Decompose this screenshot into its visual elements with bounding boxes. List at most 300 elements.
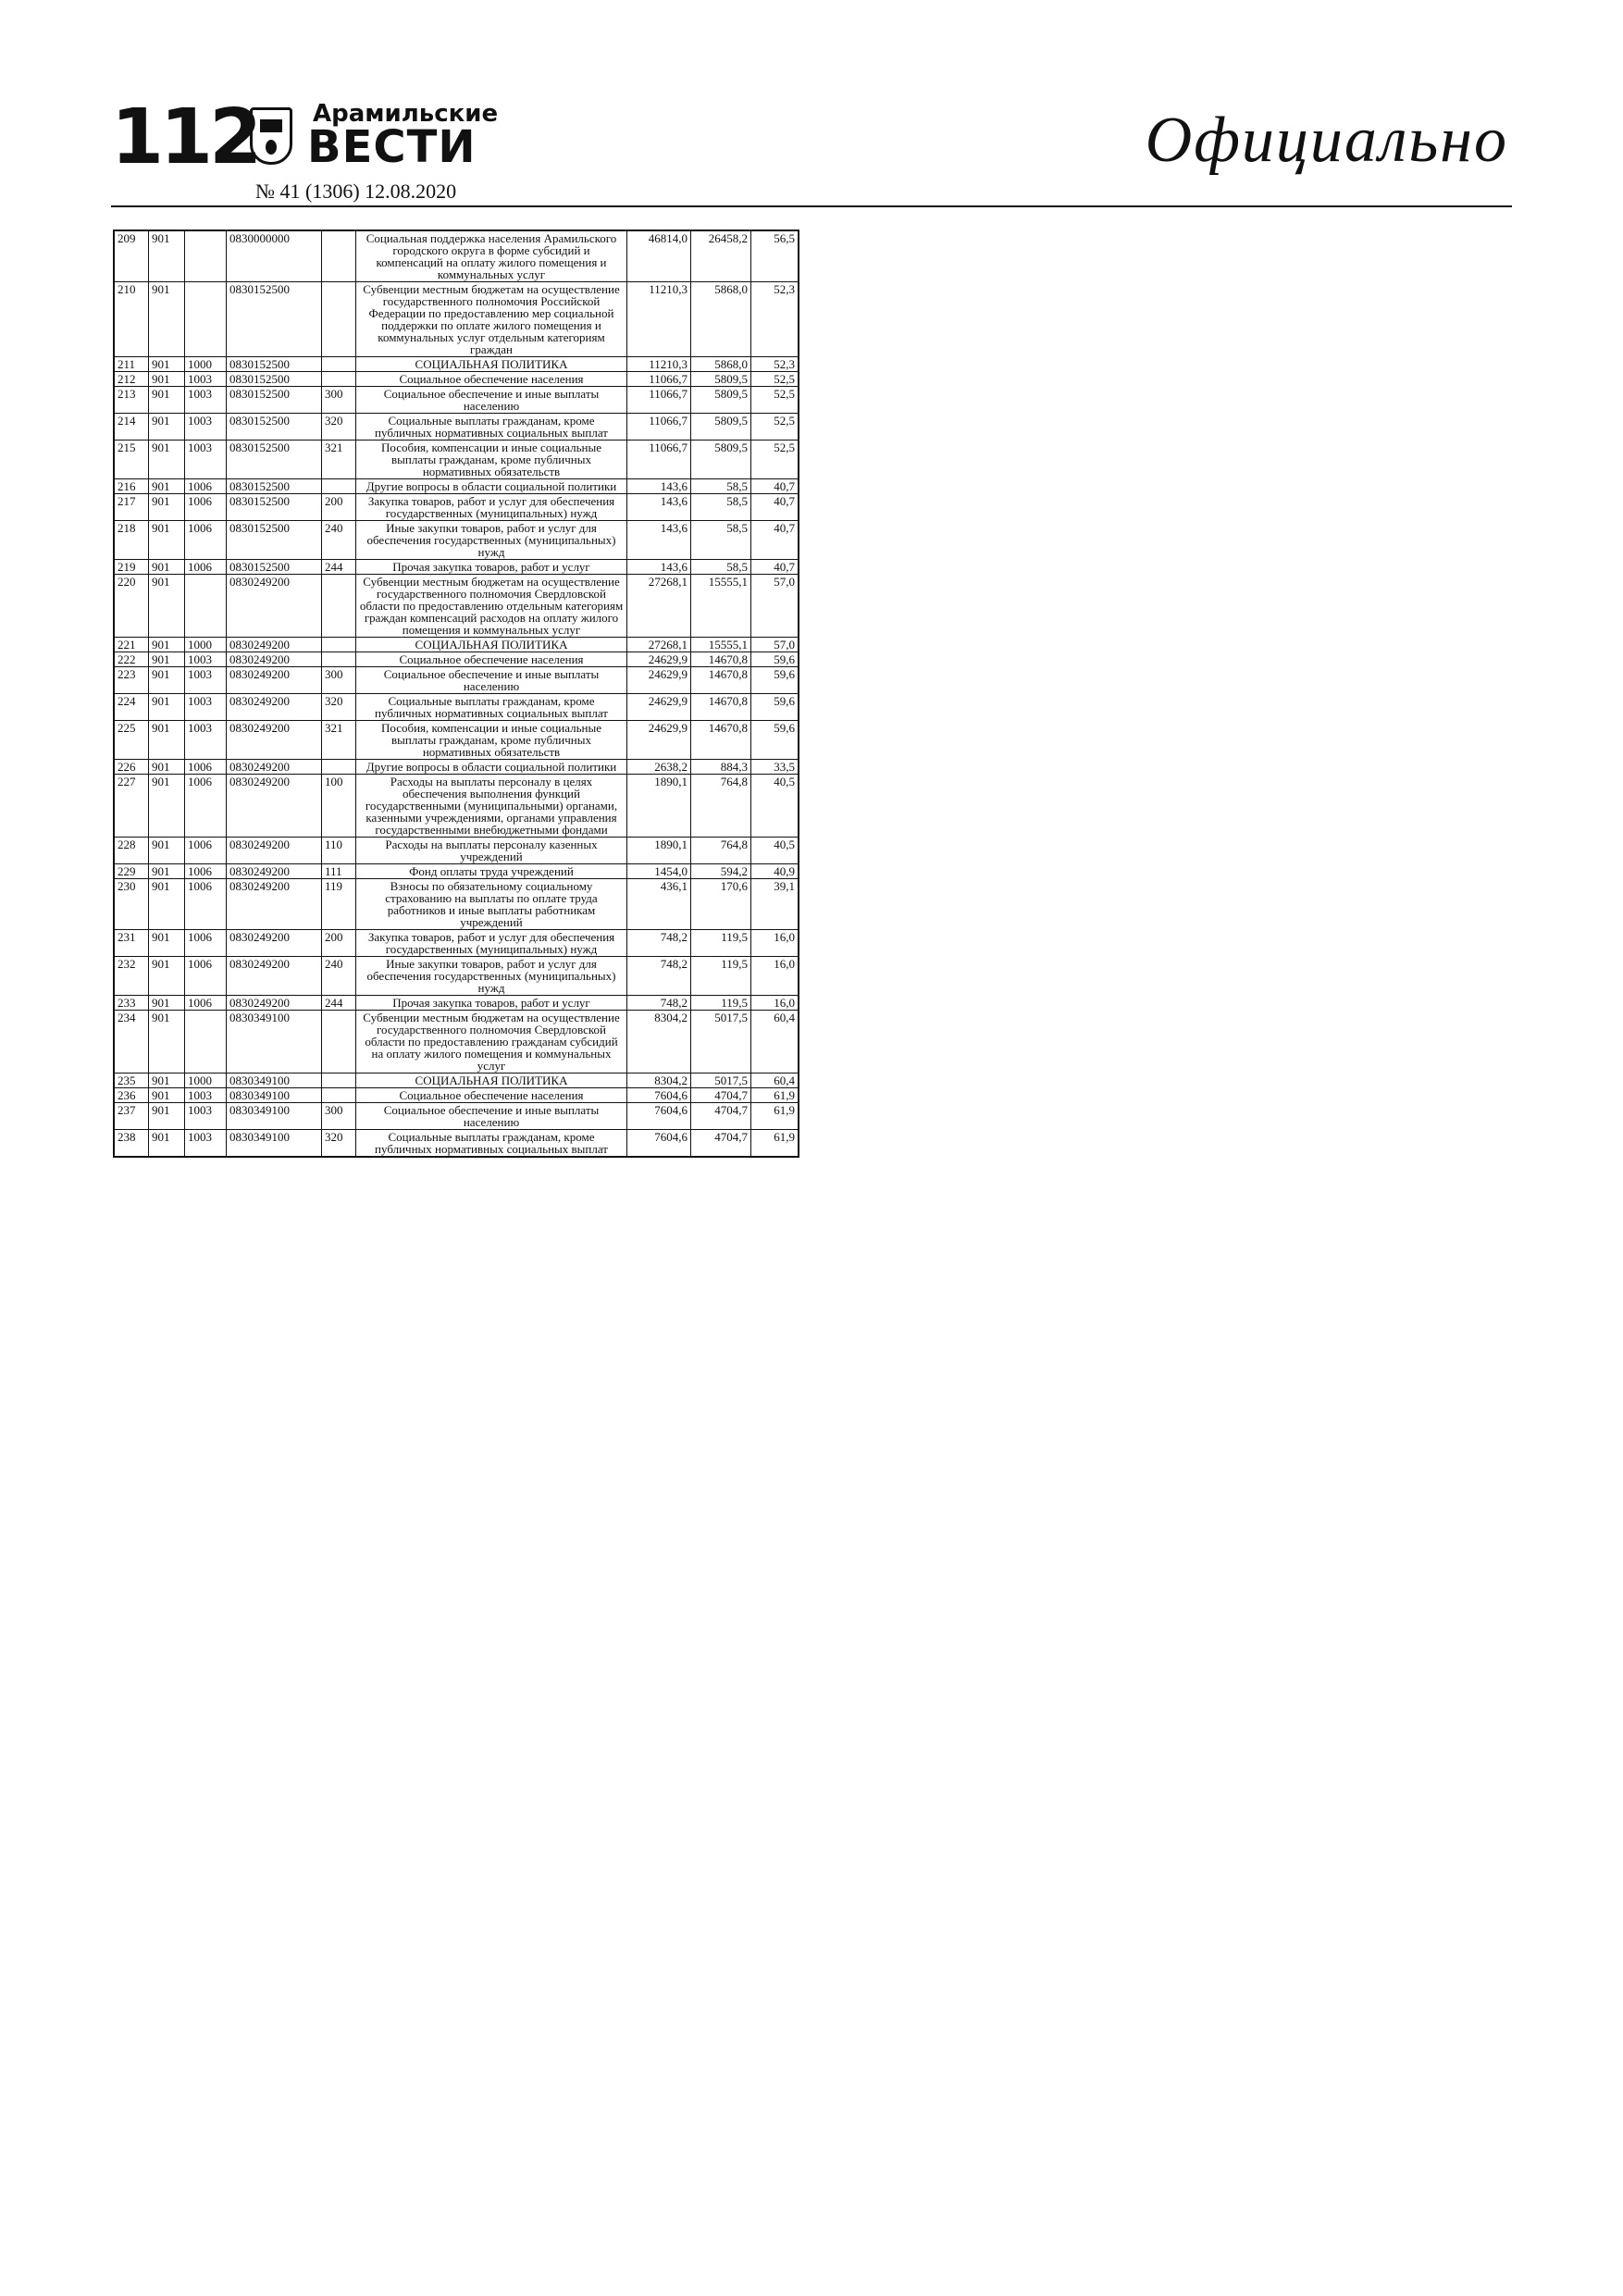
cell-rz: 1006 (185, 775, 227, 838)
cell-pct: 40,7 (751, 560, 799, 575)
cell-name: Субвенции местным бюджетам на осуществление государственного полномочия Свердловской области по предоставлению гражданам субсидий на оплату жилого помещения и коммунальных услуг (356, 1011, 627, 1074)
cell-pct: 61,9 (751, 1088, 799, 1103)
cell-rz: 1006 (185, 479, 227, 494)
cell-pct: 59,6 (751, 652, 799, 667)
cell-num: 230 (115, 879, 149, 930)
cell-name: СОЦИАЛЬНАЯ ПОЛИТИКА (356, 638, 627, 652)
table-row (115, 357, 799, 372)
cell-cs: 0830152500 (227, 282, 322, 357)
table-row (115, 494, 799, 521)
cell-pct: 16,0 (751, 996, 799, 1011)
cell-pct: 39,1 (751, 879, 799, 930)
cell-exec: 58,5 (691, 521, 751, 560)
cell-plan: 143,6 (627, 494, 691, 521)
table-row (115, 652, 799, 667)
cell-exec: 15555,1 (691, 575, 751, 638)
cell-pct: 40,5 (751, 838, 799, 864)
cell-name: Закупка товаров, работ и услуг для обеспечения государственных (муниципальных) нужд (356, 930, 627, 957)
cell-cs: 0830349100 (227, 1103, 322, 1130)
cell-cs: 0830249200 (227, 652, 322, 667)
cell-name: Субвенции местным бюджетам на осуществление государственного полномочия Свердловской области по предоставлению отдельным категориям граждан компенсаций расходов на оплату жилого помещения и коммунальных услуг (356, 575, 627, 638)
cell-name: Взносы по обязательному социальному страхованию на выплаты по оплате труда работников и иные выплаты работникам учреждений (356, 879, 627, 930)
table-row (115, 1088, 799, 1103)
table-row (115, 372, 799, 387)
table-row (115, 441, 799, 479)
cell-vr (322, 638, 356, 652)
cell-rz: 1006 (185, 494, 227, 521)
cell-rz: 1006 (185, 996, 227, 1011)
cell-plan: 11066,7 (627, 441, 691, 479)
cell-num: 233 (115, 996, 149, 1011)
cell-ved: 901 (149, 372, 185, 387)
cell-vr (322, 357, 356, 372)
cell-pct: 40,7 (751, 494, 799, 521)
cell-ved: 901 (149, 652, 185, 667)
table-row (115, 1130, 799, 1157)
cell-exec: 15555,1 (691, 638, 751, 652)
cell-rz (185, 231, 227, 282)
table-row (115, 575, 799, 638)
cell-num: 219 (115, 560, 149, 575)
cell-num: 231 (115, 930, 149, 957)
cell-rz: 1003 (185, 414, 227, 441)
cell-exec: 14670,8 (691, 667, 751, 694)
cell-plan: 143,6 (627, 479, 691, 494)
cell-vr: 320 (322, 694, 356, 721)
cell-exec: 170,6 (691, 879, 751, 930)
cell-vr (322, 1088, 356, 1103)
cell-rz: 1003 (185, 694, 227, 721)
cell-ved: 901 (149, 387, 185, 414)
page-header (111, 93, 1508, 203)
cell-vr: 321 (322, 441, 356, 479)
cell-plan: 11066,7 (627, 372, 691, 387)
cell-cs: 0830249200 (227, 957, 322, 996)
cell-vr: 300 (322, 667, 356, 694)
cell-num: 228 (115, 838, 149, 864)
cell-rz: 1006 (185, 521, 227, 560)
cell-rz: 1006 (185, 930, 227, 957)
cell-ved: 901 (149, 694, 185, 721)
issue-info: № 41 (1306) 12.08.2020 (255, 180, 457, 203)
table-row (115, 479, 799, 494)
cell-vr (322, 652, 356, 667)
cell-name: Прочая закупка товаров, работ и услуг (356, 996, 627, 1011)
cell-cs: 0830152500 (227, 521, 322, 560)
cell-exec: 764,8 (691, 838, 751, 864)
cell-exec: 26458,2 (691, 231, 751, 282)
cell-cs: 0830349100 (227, 1130, 322, 1157)
cell-name: Иные закупки товаров, работ и услуг для обеспечения государственных (муниципальных) нужд (356, 957, 627, 996)
cell-name: Пособия, компенсации и иные социальные выплаты гражданам, кроме публичных нормативных обязательств (356, 721, 627, 760)
cell-ved: 901 (149, 864, 185, 879)
cell-name: СОЦИАЛЬНАЯ ПОЛИТИКА (356, 357, 627, 372)
cell-cs: 0830000000 (227, 231, 322, 282)
cell-pct: 61,9 (751, 1130, 799, 1157)
table-row (115, 638, 799, 652)
cell-rz (185, 575, 227, 638)
cell-vr: 240 (322, 957, 356, 996)
cell-name: Другие вопросы в области социальной политики (356, 760, 627, 775)
cell-name: Социальное обеспечение населения (356, 372, 627, 387)
cell-cs: 0830249200 (227, 996, 322, 1011)
cell-vr (322, 575, 356, 638)
cell-ved: 901 (149, 1103, 185, 1130)
cell-plan: 143,6 (627, 521, 691, 560)
table-row (115, 282, 799, 357)
cell-name: Социальное обеспечение населения (356, 652, 627, 667)
cell-cs: 0830152500 (227, 414, 322, 441)
cell-pct: 52,5 (751, 387, 799, 414)
cell-plan: 8304,2 (627, 1011, 691, 1074)
cell-plan: 7604,6 (627, 1130, 691, 1157)
cell-cs: 0830152500 (227, 479, 322, 494)
table-row (115, 560, 799, 575)
cell-name: Расходы на выплаты персоналу в целях обеспечения выполнения функций государственными (муниципальными) органами, казенными учреждениями, органами управления государственными внебюджетными фондами (356, 775, 627, 838)
cell-pct: 52,5 (751, 414, 799, 441)
cell-plan: 24629,9 (627, 694, 691, 721)
cell-exec: 5809,5 (691, 414, 751, 441)
cell-rz: 1006 (185, 760, 227, 775)
cell-name: Фонд оплаты труда учреждений (356, 864, 627, 879)
cell-plan: 748,2 (627, 996, 691, 1011)
table-row (115, 414, 799, 441)
table-row (115, 957, 799, 996)
cell-rz: 1000 (185, 638, 227, 652)
cell-ved: 901 (149, 760, 185, 775)
cell-name: Социальное обеспечение и иные выплаты населению (356, 667, 627, 694)
cell-num: 232 (115, 957, 149, 996)
cell-exec: 58,5 (691, 560, 751, 575)
cell-plan: 1890,1 (627, 838, 691, 864)
cell-cs: 0830349100 (227, 1074, 322, 1088)
cell-num: 221 (115, 638, 149, 652)
section-title: Официально (1145, 105, 1508, 176)
cell-exec: 4704,7 (691, 1103, 751, 1130)
cell-rz: 1003 (185, 667, 227, 694)
cell-num: 210 (115, 282, 149, 357)
cell-plan: 1454,0 (627, 864, 691, 879)
cell-cs: 0830249200 (227, 930, 322, 957)
cell-rz: 1006 (185, 838, 227, 864)
cell-plan: 7604,6 (627, 1103, 691, 1130)
cell-ved: 901 (149, 1130, 185, 1157)
cell-cs: 0830249200 (227, 864, 322, 879)
cell-plan: 24629,9 (627, 652, 691, 667)
cell-num: 223 (115, 667, 149, 694)
cell-vr: 320 (322, 414, 356, 441)
cell-exec: 5809,5 (691, 387, 751, 414)
cell-exec: 58,5 (691, 494, 751, 521)
cell-exec: 5017,5 (691, 1074, 751, 1088)
cell-cs: 0830349100 (227, 1011, 322, 1074)
cell-plan: 748,2 (627, 957, 691, 996)
cell-name: Иные закупки товаров, работ и услуг для обеспечения государственных (муниципальных) нужд (356, 521, 627, 560)
cell-pct: 60,4 (751, 1074, 799, 1088)
cell-pct: 61,9 (751, 1103, 799, 1130)
cell-ved: 901 (149, 1088, 185, 1103)
cell-pct: 52,3 (751, 282, 799, 357)
cell-ved: 901 (149, 838, 185, 864)
cell-num: 225 (115, 721, 149, 760)
cell-name: Субвенции местным бюджетам на осуществление государственного полномочия Российской Федерации по предоставлению мер социальной поддержки по оплате жилого помещения и коммунальных услуг отдельным категориям граждан (356, 282, 627, 357)
cell-name: Социальное обеспечение и иные выплаты населению (356, 1103, 627, 1130)
cell-pct: 52,3 (751, 357, 799, 372)
cell-pct: 57,0 (751, 575, 799, 638)
table-row (115, 1011, 799, 1074)
cell-ved: 901 (149, 521, 185, 560)
cell-pct: 59,6 (751, 721, 799, 760)
cell-cs: 0830249200 (227, 638, 322, 652)
table-row (115, 930, 799, 957)
cell-pct: 57,0 (751, 638, 799, 652)
cell-rz: 1003 (185, 721, 227, 760)
cell-rz: 1006 (185, 879, 227, 930)
cell-exec: 4704,7 (691, 1088, 751, 1103)
cell-pct: 40,5 (751, 775, 799, 838)
cell-name: Закупка товаров, работ и услуг для обеспечения государственных (муниципальных) нужд (356, 494, 627, 521)
cell-name: Социальные выплаты гражданам, кроме публичных нормативных социальных выплат (356, 694, 627, 721)
cell-pct: 59,6 (751, 667, 799, 694)
cell-ved: 901 (149, 560, 185, 575)
cell-vr: 119 (322, 879, 356, 930)
cell-exec: 5868,0 (691, 357, 751, 372)
cell-exec: 14670,8 (691, 652, 751, 667)
cell-exec: 14670,8 (691, 721, 751, 760)
cell-ved: 901 (149, 231, 185, 282)
cell-ved: 901 (149, 1074, 185, 1088)
cell-exec: 5017,5 (691, 1011, 751, 1074)
table-row (115, 387, 799, 414)
cell-ved: 901 (149, 638, 185, 652)
logo-subtitle: Арамильские (313, 100, 499, 128)
cell-vr: 300 (322, 387, 356, 414)
cell-vr (322, 231, 356, 282)
cell-rz: 1006 (185, 560, 227, 575)
cell-num: 236 (115, 1088, 149, 1103)
cell-cs: 0830249200 (227, 838, 322, 864)
cell-exec: 58,5 (691, 479, 751, 494)
cell-num: 218 (115, 521, 149, 560)
cell-pct: 16,0 (751, 957, 799, 996)
table-row (115, 694, 799, 721)
table-row (115, 231, 799, 282)
cell-num: 217 (115, 494, 149, 521)
budget-table-left (113, 230, 799, 1158)
cell-exec: 5809,5 (691, 372, 751, 387)
cell-plan: 143,6 (627, 560, 691, 575)
table-row (115, 864, 799, 879)
table-row (115, 879, 799, 930)
table-row (115, 1074, 799, 1088)
cell-pct: 56,5 (751, 231, 799, 282)
cell-name: Социальные выплаты гражданам, кроме публичных нормативных социальных выплат (356, 414, 627, 441)
cell-plan: 11210,3 (627, 282, 691, 357)
cell-num: 237 (115, 1103, 149, 1130)
cell-rz: 1003 (185, 1088, 227, 1103)
cell-vr: 244 (322, 560, 356, 575)
table-row (115, 760, 799, 775)
table-row (115, 667, 799, 694)
cell-name: Социальное обеспечение и иные выплаты населению (356, 387, 627, 414)
cell-num: 212 (115, 372, 149, 387)
cell-num: 213 (115, 387, 149, 414)
cell-rz (185, 1011, 227, 1074)
cell-plan: 748,2 (627, 930, 691, 957)
cell-pct: 33,5 (751, 760, 799, 775)
cell-rz (185, 282, 227, 357)
cell-name: Социальные выплаты гражданам, кроме публичных нормативных социальных выплат (356, 1130, 627, 1157)
cell-plan: 2638,2 (627, 760, 691, 775)
cell-rz: 1003 (185, 652, 227, 667)
cell-plan: 27268,1 (627, 638, 691, 652)
cell-pct: 52,5 (751, 372, 799, 387)
cell-num: 238 (115, 1130, 149, 1157)
cell-vr: 110 (322, 838, 356, 864)
cell-plan: 1890,1 (627, 775, 691, 838)
cell-vr: 244 (322, 996, 356, 1011)
cell-ved: 901 (149, 414, 185, 441)
cell-num: 224 (115, 694, 149, 721)
cell-exec: 119,5 (691, 957, 751, 996)
cell-num: 226 (115, 760, 149, 775)
cell-cs: 0830152500 (227, 357, 322, 372)
cell-num: 222 (115, 652, 149, 667)
cell-plan: 7604,6 (627, 1088, 691, 1103)
cell-exec: 4704,7 (691, 1130, 751, 1157)
cell-rz: 1003 (185, 372, 227, 387)
cell-plan: 8304,2 (627, 1074, 691, 1088)
cell-vr (322, 372, 356, 387)
cell-cs: 0830152500 (227, 372, 322, 387)
cell-rz: 1006 (185, 864, 227, 879)
cell-vr: 100 (322, 775, 356, 838)
cell-num: 209 (115, 231, 149, 282)
cell-name: Расходы на выплаты персоналу казенных учреждений (356, 838, 627, 864)
cell-cs: 0830249200 (227, 694, 322, 721)
cell-ved: 901 (149, 957, 185, 996)
cell-pct: 40,9 (751, 864, 799, 879)
cell-cs: 0830249200 (227, 879, 322, 930)
table-row (115, 1103, 799, 1130)
cell-exec: 594,2 (691, 864, 751, 879)
table-row (115, 838, 799, 864)
cell-ved: 901 (149, 667, 185, 694)
table-row (115, 521, 799, 560)
cell-rz: 1003 (185, 1103, 227, 1130)
cell-num: 227 (115, 775, 149, 838)
cell-cs: 0830152500 (227, 494, 322, 521)
cell-vr: 300 (322, 1103, 356, 1130)
cell-ved: 901 (149, 479, 185, 494)
cell-cs: 0830249200 (227, 667, 322, 694)
cell-num: 215 (115, 441, 149, 479)
cell-exec: 119,5 (691, 930, 751, 957)
cell-ved: 901 (149, 721, 185, 760)
cell-rz: 1003 (185, 441, 227, 479)
cell-vr (322, 1011, 356, 1074)
cell-name: Социальное обеспечение населения (356, 1088, 627, 1103)
cell-ved: 901 (149, 996, 185, 1011)
cell-exec: 5868,0 (691, 282, 751, 357)
cell-ved: 901 (149, 930, 185, 957)
cell-num: 234 (115, 1011, 149, 1074)
cell-vr (322, 760, 356, 775)
cell-cs: 0830152500 (227, 387, 322, 414)
cell-name: Прочая закупка товаров, работ и услуг (356, 560, 627, 575)
cell-rz: 1000 (185, 357, 227, 372)
cell-cs: 0830249200 (227, 721, 322, 760)
cell-plan: 27268,1 (627, 575, 691, 638)
table-row (115, 775, 799, 838)
table-row (115, 721, 799, 760)
cell-vr (322, 282, 356, 357)
cell-pct: 40,7 (751, 479, 799, 494)
cell-plan: 11066,7 (627, 414, 691, 441)
cell-plan: 436,1 (627, 879, 691, 930)
table-row (115, 996, 799, 1011)
cell-name: СОЦИАЛЬНАЯ ПОЛИТИКА (356, 1074, 627, 1088)
cell-name: Другие вопросы в области социальной политики (356, 479, 627, 494)
cell-ved: 901 (149, 282, 185, 357)
cell-ved: 901 (149, 1011, 185, 1074)
cell-name: Пособия, компенсации и иные социальные выплаты гражданам, кроме публичных нормативных обязательств (356, 441, 627, 479)
cell-num: 216 (115, 479, 149, 494)
cell-rz: 1003 (185, 1130, 227, 1157)
cell-vr (322, 479, 356, 494)
cell-exec: 119,5 (691, 996, 751, 1011)
cell-plan: 11210,3 (627, 357, 691, 372)
cell-ved: 901 (149, 879, 185, 930)
cell-cs: 0830249200 (227, 760, 322, 775)
cell-exec: 14670,8 (691, 694, 751, 721)
cell-cs: 0830249200 (227, 775, 322, 838)
cell-rz: 1006 (185, 957, 227, 996)
cell-vr: 200 (322, 930, 356, 957)
cell-vr: 320 (322, 1130, 356, 1157)
cell-plan: 24629,9 (627, 667, 691, 694)
header-divider (111, 205, 1512, 207)
cell-plan: 46814,0 (627, 231, 691, 282)
cell-exec: 884,3 (691, 760, 751, 775)
cell-exec: 764,8 (691, 775, 751, 838)
cell-rz: 1003 (185, 387, 227, 414)
cell-cs: 0830349100 (227, 1088, 322, 1103)
cell-num: 211 (115, 357, 149, 372)
cell-vr: 240 (322, 521, 356, 560)
page-number: 112 (111, 93, 259, 181)
cell-cs: 0830249200 (227, 575, 322, 638)
cell-num: 229 (115, 864, 149, 879)
cell-cs: 0830152500 (227, 560, 322, 575)
cell-vr: 200 (322, 494, 356, 521)
cell-cs: 0830152500 (227, 441, 322, 479)
city-crest-icon (250, 107, 292, 165)
cell-pct: 52,5 (751, 441, 799, 479)
cell-ved: 901 (149, 575, 185, 638)
cell-num: 220 (115, 575, 149, 638)
cell-rz: 1000 (185, 1074, 227, 1088)
logo-title: ВЕСТИ (307, 121, 477, 173)
cell-ved: 901 (149, 494, 185, 521)
cell-num: 214 (115, 414, 149, 441)
cell-ved: 901 (149, 775, 185, 838)
cell-exec: 5809,5 (691, 441, 751, 479)
cell-pct: 60,4 (751, 1011, 799, 1074)
cell-vr (322, 1074, 356, 1088)
cell-plan: 11066,7 (627, 387, 691, 414)
cell-name: Социальная поддержка населения Арамильского городского округа в форме субсидий и компенсаций на оплату жилого помещения и коммунальных услуг (356, 231, 627, 282)
